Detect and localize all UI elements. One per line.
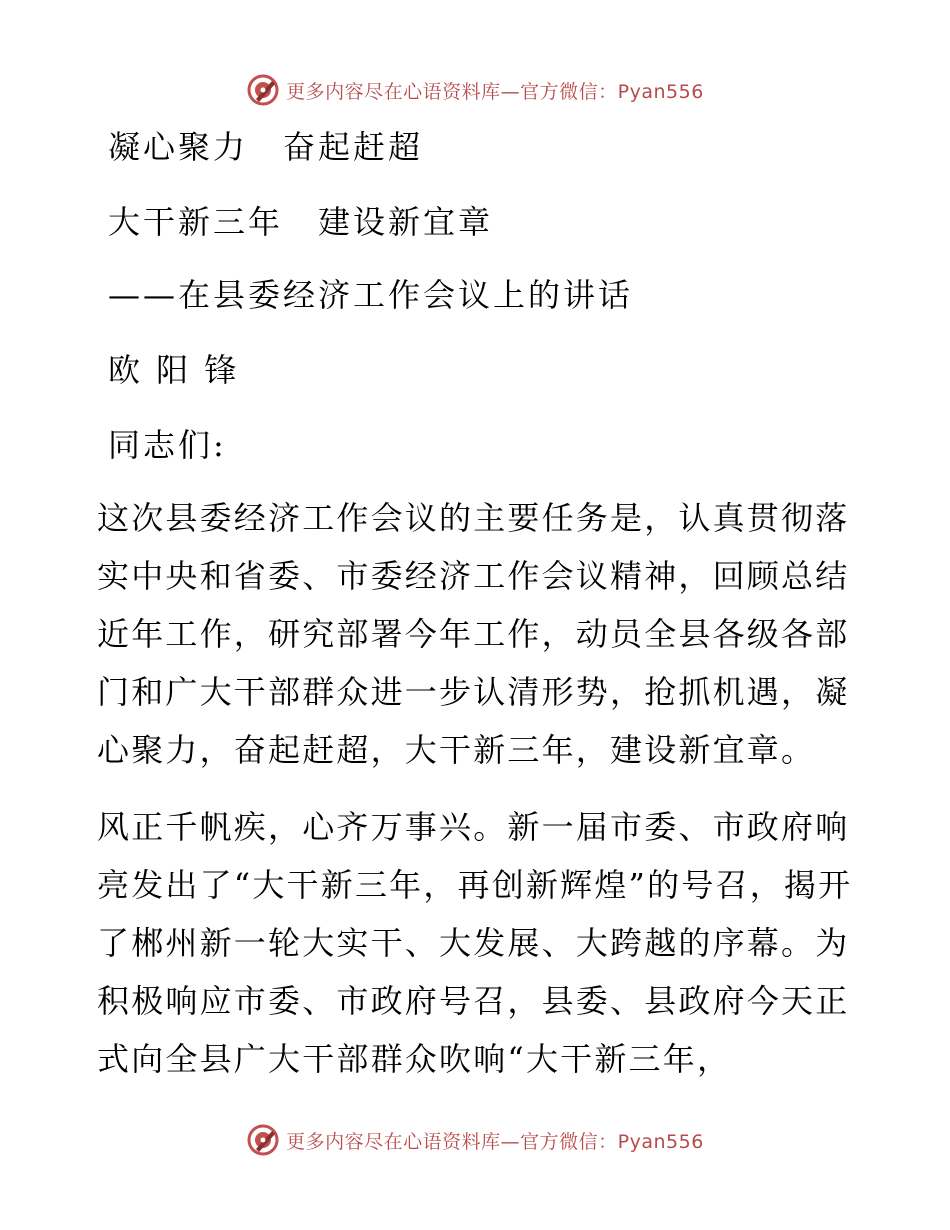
watermark-banner-bottom bbox=[0, 1120, 950, 1160]
body-paragraph-2: 风正千帆疾，心齐万事兴。新一届市委、市政府响亮发出了“大干新三年，再创新辉煌”的号召，揭开了郴州新一轮大实干、大发展、大跨越的序幕。为积极响应市委、市政府号召，县委、县政府今天正式向全县广大干部群众吹响“大干新三年， bbox=[97, 808, 853, 1078]
watermark-content bbox=[246, 73, 704, 107]
pen-nib-logo-icon bbox=[246, 1123, 280, 1157]
pen-nib-logo-icon bbox=[246, 73, 280, 107]
title-line-2: 大干新三年 建设新宜章 bbox=[108, 203, 494, 241]
body-paragraph-1: 这次县委经济工作会议的主要任务是，认真贯彻落实中央和省委、市委经济工作会议精神，回顾总结近年工作，研究部署今年工作，动员全县各级各部门和广大干部群众进一步认清形势，抢抓机遇，凝心聚力，奋起赶超，大干新三年，建设新宜章。 bbox=[97, 499, 850, 769]
watermark-text: 更多内容尽在心语资料库—官方微信：Pyan556 bbox=[286, 1130, 704, 1153]
author-name: 欧 阳 锋 bbox=[108, 351, 240, 389]
speech-subtitle: ——在县委经济工作会议上的讲话 bbox=[108, 276, 634, 314]
watermark-content bbox=[246, 1123, 704, 1157]
watermark-text: 更多内容尽在心语资料库—官方微信：Pyan556 bbox=[286, 80, 704, 103]
title-line-1: 凝心聚力 奋起赶超 bbox=[108, 128, 424, 166]
salutation: 同志们: bbox=[108, 426, 227, 464]
watermark-banner-top bbox=[0, 70, 950, 110]
